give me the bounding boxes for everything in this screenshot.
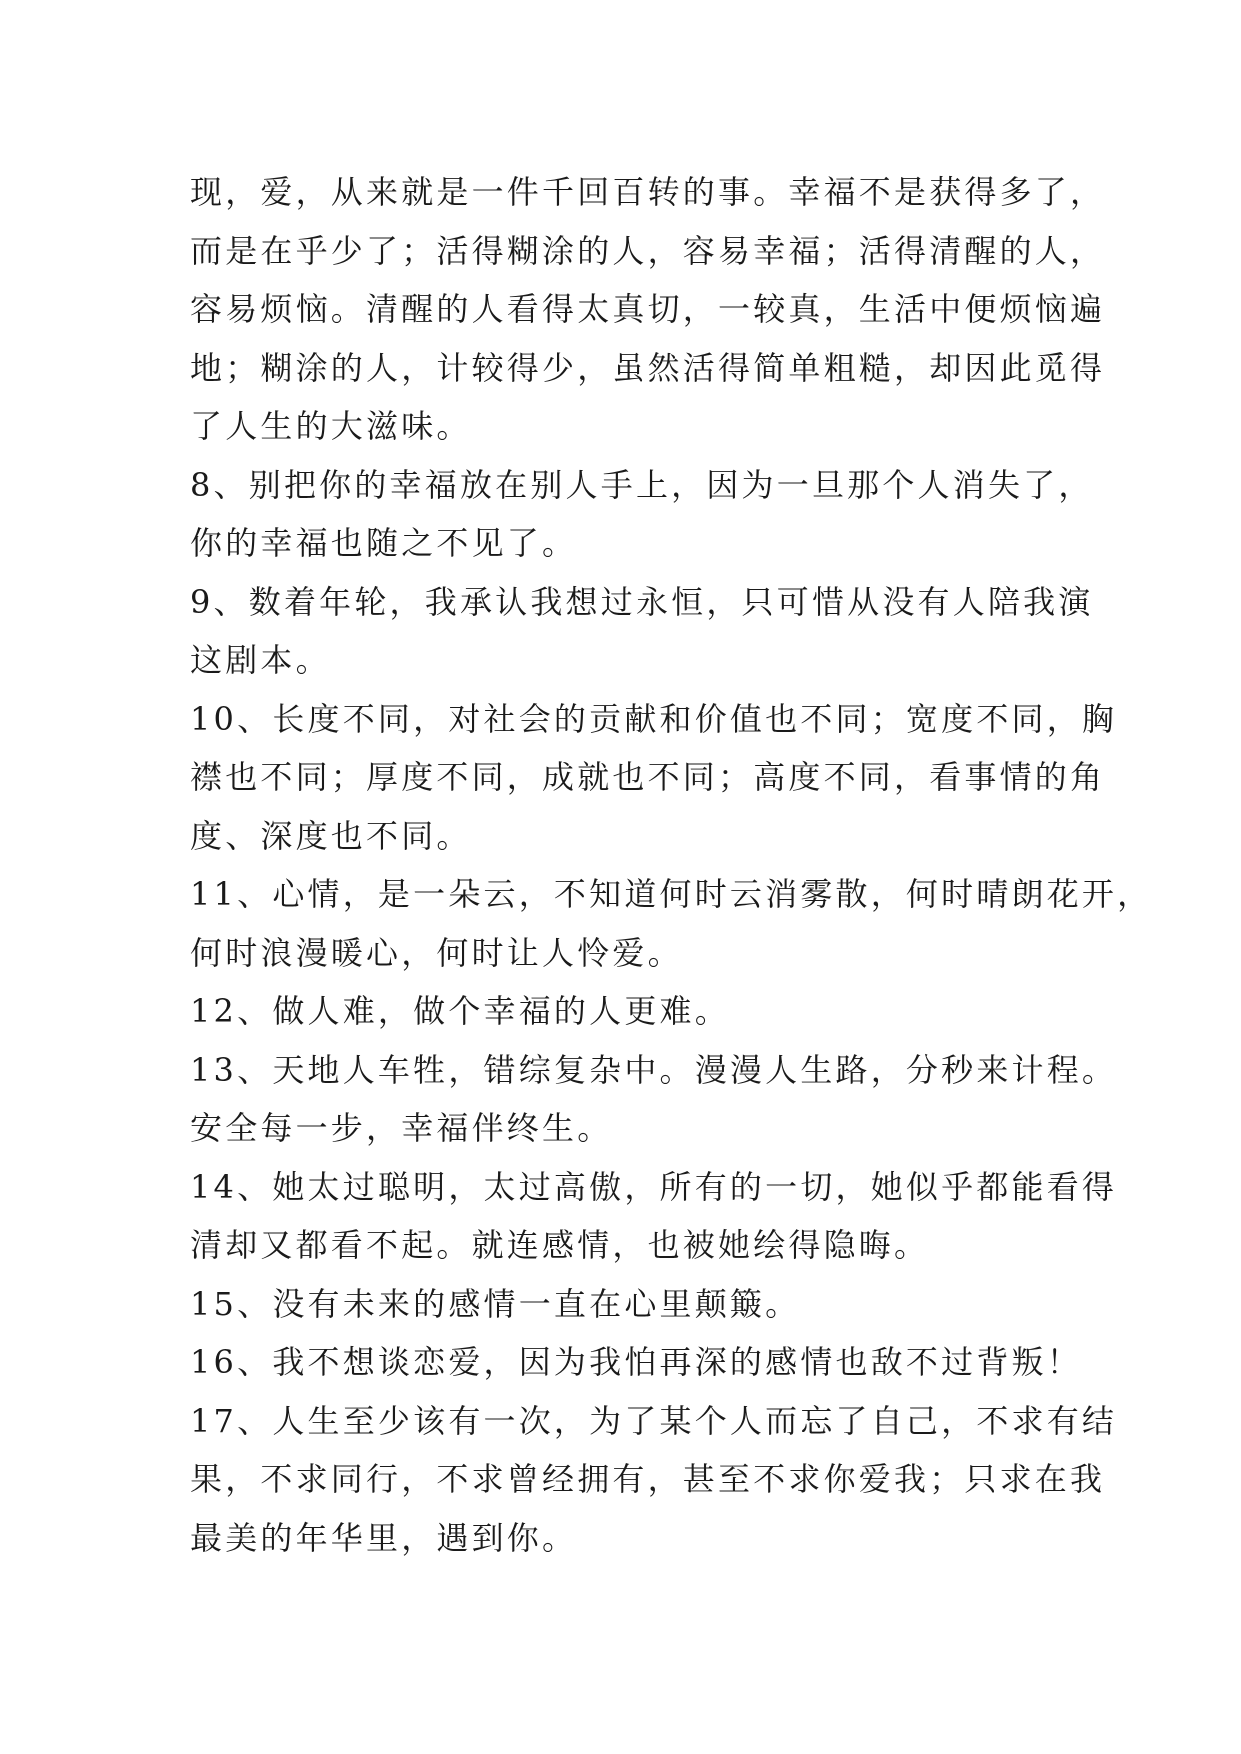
text-line: 11、心情，是一朵云，不知道何时云消雾散，何时晴朗花开， <box>190 875 1153 913</box>
text-line: 了人生的大滋味。 <box>190 407 472 445</box>
text-line: 果，不求同行，不求曾经拥有，甚至不求你爱我；只求在我 <box>190 1460 1106 1498</box>
text-line: 8、别把你的幸福放在别人手上，因为一旦那个人消失了， <box>190 465 1094 504</box>
text-line: 地；糊涂的人，计较得少，虽然活得简单粗糙，却因此觅得 <box>190 348 1106 387</box>
text-line: 容易烦恼。清醒的人看得太真切，一较真，生活中便烦恼遍 <box>190 290 1106 328</box>
text-line: 这剧本。 <box>190 641 331 679</box>
text-line: 9、数着年轮，我承认我想过永恒，只可惜从没有人陪我演 <box>190 582 1094 621</box>
text-line: 最美的年华里，遇到你。 <box>190 1518 578 1557</box>
text-line: 襟也不同；厚度不同，成就也不同；高度不同，看事情的角 <box>190 758 1106 796</box>
text-line: 16、我不想谈恋爱，因为我怕再深的感情也敌不过背叛！ <box>190 1343 1082 1381</box>
text-line: 10、长度不同，对社会的贡献和价值也不同；宽度不同，胸 <box>190 699 1118 738</box>
text-line: 度、深度也不同。 <box>190 816 472 855</box>
text-line: 现，爱，从来就是一件千回百转的事。幸福不是获得多了， <box>190 173 1106 211</box>
text-line: 17、人生至少该有一次，为了某个人而忘了自己，不求有结 <box>190 1401 1118 1440</box>
text-line: 15、没有未来的感情一直在心里颠簸。 <box>190 1284 801 1323</box>
body-text <box>190 163 1153 1567</box>
text-line: 12、做人难，做个幸福的人更难。 <box>190 992 730 1030</box>
text-line: 你的幸福也随之不见了。 <box>190 524 578 562</box>
text-line: 清却又都看不起。就连感情，也被她绘得隐晦。 <box>190 1226 930 1264</box>
text-line: 而是在乎少了；活得糊涂的人，容易幸福；活得清醒的人， <box>190 231 1106 270</box>
text-line: 13、天地人车牲，错综复杂中。漫漫人生路，分秒来计程。 <box>190 1050 1118 1089</box>
text-line: 安全每一步，幸福伴终生。 <box>190 1109 613 1147</box>
text-line: 何时浪漫暖心，何时让人怜爱。 <box>190 933 683 972</box>
text-line: 14、她太过聪明，太过高傲，所有的一切，她似乎都能看得 <box>190 1167 1118 1206</box>
